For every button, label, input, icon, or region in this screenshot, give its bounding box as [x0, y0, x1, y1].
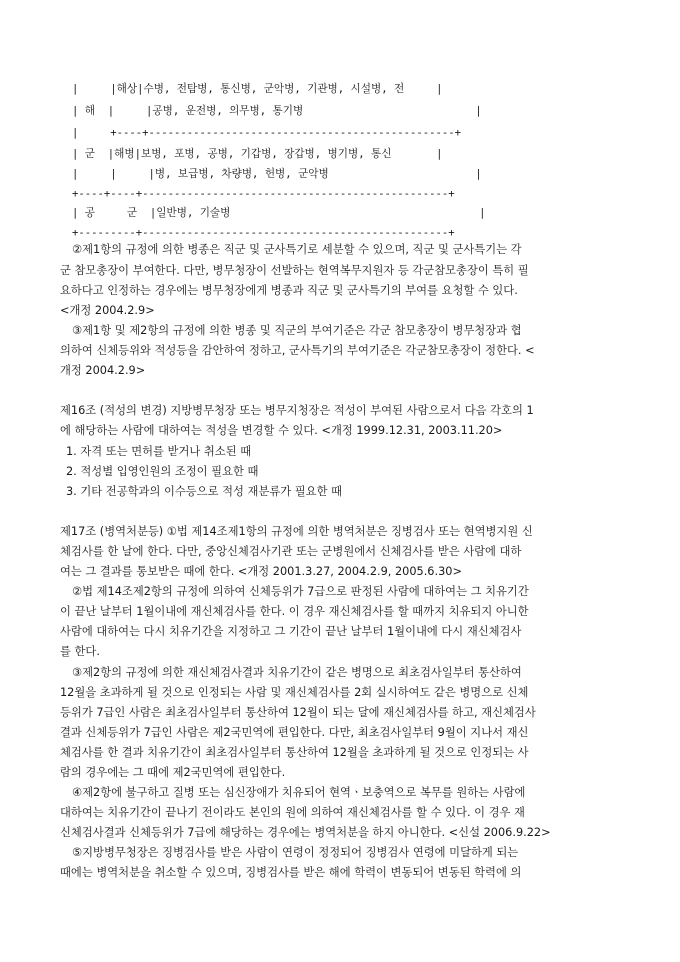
table-row: | | |병, 보급병, 차량병, 헌병, 군악병 | [72, 168, 482, 180]
paragraph-line: 의하여 신체등위와 적성등을 감안하여 정하고, 군사특기의 부여기준은 각군참모총장이 정한다. < [60, 344, 535, 357]
paragraph-line: 12월을 초과하게 될 것으로 인정되는 사람 및 재신체검사를 2회 실시하여도 같은 병명으로 신체 [60, 686, 529, 699]
paragraph-line: ③제2항의 규정에 의한 재신체검사결과 치유기간이 같은 병명으로 최초검사일부터 통산하여 [72, 666, 522, 679]
paragraph-line: 를 한다. [60, 645, 100, 658]
paragraph-line: ③제1항 및 제2항의 규정에 의한 병종 및 직군의 부여기준은 각군 참모총장이 병무청장과 협 [72, 324, 522, 337]
article-heading: 제17조 (병역처분등) ①법 제14조제1항의 규정에 의한 병역처분은 징병검사 또는 현역병지원 신 [60, 525, 533, 538]
table-border: +---------+------------------------------------------------+ [72, 227, 455, 239]
table-row: | 군 |해병|보병, 포병, 공병, 기갑병, 장갑병, 병기병, 통신 | [72, 148, 443, 160]
table-row: | |해상|수병, 전탐병, 통신병, 군악병, 기관병, 시설병, 전 | [72, 83, 443, 95]
paragraph-line: ②제1항의 규정에 의한 병종은 직군 및 군사특기로 세분할 수 있으며, 직군 및 군사특기는 각 [72, 243, 522, 256]
paragraph-line: 체검사를 한 결과 치유기간이 최초검사일부터 통산하여 12월을 초과하게 될 것으로 인정되는 사 [60, 746, 529, 759]
table-row: | 공 군 |일반병, 기술병 | [72, 207, 486, 219]
list-item: 2. 적성별 입영인원의 조정이 필요한 때 [66, 465, 259, 478]
paragraph-line: 이 끝난 날부터 1월이내에 재신체검사를 한다. 이 경우 재신체검사를 할 때까지 치유되지 아니한 [60, 605, 529, 618]
article-heading: 제16조 (적성의 변경) 지방병무청장 또는 병무지청장은 적성이 부여된 사람으로서 다음 각호의 1 [60, 404, 534, 417]
paragraph-line: 대하여는 치유기간이 끝나기 전이라도 본인의 원에 의하여 재신체검사를 할 수 있다. 이 경우 재 [60, 806, 525, 819]
paragraph-line: 군 참모총장이 부여한다. 다만, 병무청장이 선발하는 현역복무지원자 등 각군참모총장이 특히 필 [60, 264, 529, 277]
paragraph-line: 에 해당하는 사람에 대하여는 적성을 변경할 수 있다. <개정 1999.12.31, 2003.11.20> [60, 424, 503, 437]
table-border: | +----+------------------------------------------------+ [72, 127, 462, 139]
paragraph-line: 사람에 대하여는 다시 치유기간을 지정하고 그 기간이 끝난 날부터 1월이내에 다시 재신체검사 [60, 625, 522, 638]
paragraph-line: 요하다고 인정하는 경우에는 병무청장에게 병종과 직군 및 군사특기의 부여를 요청할 수 있다. [60, 284, 518, 297]
paragraph-line: 여는 그 결과를 통보받은 때에 한다. <개정 2001.3.27, 2004.2.9, 2005.6.30> [60, 565, 462, 578]
paragraph-line: 때에는 병역처분을 취소할 수 있으며, 징병검사를 받은 해에 학력이 변동되어 변동된 학력에 의 [60, 866, 522, 879]
paragraph-line: ④제2항에 불구하고 질병 또는 심신장애가 치유되어 현역ㆍ보충역으로 복무를 원하는 사람에 [72, 786, 526, 799]
paragraph-line: 신체검사결과 신체등위가 7급에 해당하는 경우에는 병역처분을 하지 아니한다. <신설 2006.9.22> [60, 826, 551, 839]
paragraph-line: <개정 2004.2.9> [60, 304, 155, 317]
paragraph-line: ⑤지방병무청장은 징병검사를 받은 사람이 연령이 정정되어 징병검사 연령에 미달하게 되는 [72, 846, 519, 859]
table-row: | 해 | |공병, 운전병, 의무병, 통기병 | [72, 105, 482, 117]
paragraph-line: ②법 제14조제2항의 규정에 의하여 신체등위가 7급으로 판정된 사람에 대하여는 그 치유기간 [72, 585, 529, 598]
paragraph-line: 개정 2004.2.9> [60, 364, 146, 377]
paragraph-line: 람의 경우에는 그 때에 제2국민역에 편입한다. [60, 766, 286, 779]
paragraph-line: 등위가 7급인 사람은 최초검사일부터 통산하여 12월이 되는 달에 재신체검사를 하고, 재신체검사 [60, 706, 536, 719]
list-item: 1. 자격 또는 면허를 받거나 취소된 때 [66, 445, 252, 458]
paragraph-line: 체검사를 한 날에 한다. 다만, 중앙신체검사기관 또는 군병원에서 신체검사를 받은 사람에 대하 [60, 545, 522, 558]
table-border: +----+----+------------------------------------------------+ [72, 188, 455, 200]
list-item: 3. 기타 전공학과의 이수등으로 적성 재분류가 필요한 때 [66, 485, 342, 498]
paragraph-line: 결과 신체등위가 7급인 사람은 제2국민역에 편입한다. 다만, 최초검사일부터 9월이 지나서 재신 [60, 726, 529, 739]
